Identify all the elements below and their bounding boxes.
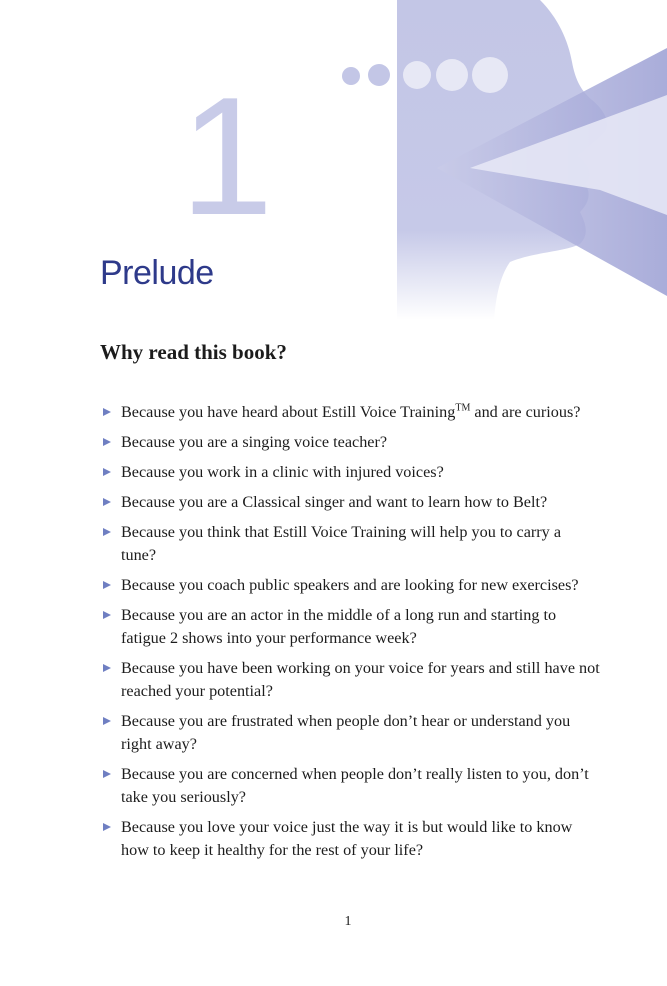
triangle-bullet-icon [103, 717, 111, 725]
list-item-text: Because you coach public speakers and are looking for new exercises? [121, 576, 579, 594]
list-item-text: Because you work in a clinic with injured voices? [121, 463, 444, 481]
list-item [100, 816, 600, 862]
list-item [100, 491, 600, 514]
triangle-bullet-icon [103, 468, 111, 476]
list-item-text: Because you are a singing voice teacher? [121, 433, 388, 451]
list-item [100, 461, 600, 484]
section-heading: Why read this book? [100, 340, 287, 364]
triangle-bullet-icon [103, 498, 111, 506]
list-item-text: Because you are a Classical singer and want to learn how to Belt? [121, 493, 548, 511]
list-item-text: Because you are frustrated when people don’t hear or understand you right away? [121, 712, 571, 753]
list-item [100, 604, 600, 650]
speech-dot-4 [436, 59, 468, 91]
trademark-mark: TM [455, 402, 471, 414]
list-item [100, 431, 600, 454]
page-number: 1 [344, 914, 352, 929]
list-item [100, 763, 600, 809]
list-item [100, 657, 600, 703]
chapter-number: 1 [180, 62, 270, 250]
reasons-list [100, 401, 600, 869]
triangle-bullet-icon [103, 438, 111, 446]
speech-dot-3 [403, 61, 431, 89]
triangle-bullet-icon [103, 823, 111, 831]
triangle-bullet-icon [103, 408, 111, 416]
triangle-bullet-icon [103, 581, 111, 589]
triangle-bullet-icon [103, 611, 111, 619]
list-item-text: Because you have been working on your voice for years and still have not reached your potential? [121, 659, 600, 700]
list-item-text: Because you think that Estill Voice Training will help you to carry a tune? [121, 523, 562, 564]
list-item [100, 401, 600, 424]
list-item-text: Because you are concerned when people don’t really listen to you, don’t take you seriously? [121, 765, 589, 806]
list-item [100, 574, 600, 597]
list-item-text: Because you have heard about Estill Voice Training [121, 403, 456, 421]
speech-dot-2 [368, 64, 390, 86]
speech-dot-5 [472, 57, 508, 93]
triangle-bullet-icon [103, 664, 111, 672]
list-item-text-continued: and are curious? [470, 403, 581, 421]
triangle-bullet-icon [103, 528, 111, 536]
list-item [100, 521, 600, 567]
list-item-text: Because you love your voice just the way it is but would like to know how to keep it healthy for the rest of your life? [121, 818, 573, 859]
chapter-title: Prelude [100, 254, 214, 292]
list-item-text: Because you are an actor in the middle of a long run and starting to fatigue 2 shows into your performance week? [121, 606, 557, 647]
speech-dot-1 [342, 67, 360, 85]
list-item [100, 710, 600, 756]
triangle-bullet-icon [103, 770, 111, 778]
